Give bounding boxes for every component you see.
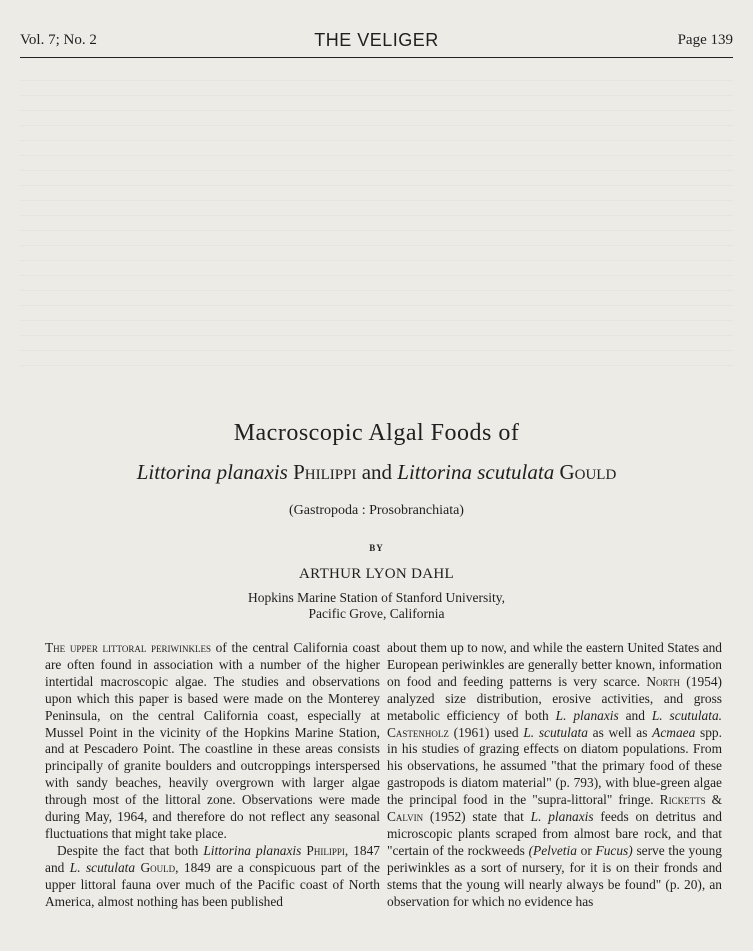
- text: (1954) analyzed size distribution, erosive activities, and gross metabolic efficiency of both: [387, 673, 722, 723]
- species-name: Littorina scutulata: [397, 460, 555, 484]
- text: spp. in his studies of grazing effects on diatom populations. From his observations, he assumed "that the primary food of these gastropods is diatom material" (p. 793), with blue-green algae the principal food in the "supra-littoral" fringe.: [387, 724, 722, 808]
- paragraph: [387, 640, 722, 911]
- species-authority: Gould: [140, 859, 176, 875]
- left-column: [45, 640, 380, 911]
- conjunction: and: [361, 460, 393, 484]
- paragraph: [45, 640, 380, 843]
- text: about them up to now, and while the eastern United States and European periwinkles are generally better known, information on food and feeding patterns is very scarce.: [387, 640, 722, 689]
- citation-author: Castenholz: [387, 724, 449, 740]
- page-number: Page 139: [677, 32, 733, 48]
- right-column: [387, 640, 722, 911]
- article-subtitle: [0, 460, 753, 485]
- citation-author: Ricketts & Calvin: [387, 792, 722, 825]
- species-name: L. planaxis: [555, 707, 619, 723]
- affiliation-line: Pacific Grove, California: [308, 606, 445, 621]
- genus-name: Fucus): [595, 842, 633, 858]
- species-name: L. planaxis: [530, 809, 594, 825]
- text: serve the young periwinkles as a sort of nursery, for it is on their fronds and stems that the young will nearly always be found" (p. 20), an observation for which no evidence has: [387, 842, 722, 909]
- species-name: Littorina planaxis: [136, 460, 288, 484]
- by-label: BY: [369, 543, 384, 553]
- text: feeds on detritus and microscopic plants scraped from almost bare rock, and that "certain of the rockweeds: [387, 809, 722, 858]
- author-name: ARTHUR LYON DAHL: [299, 566, 454, 582]
- species-authority: Gould: [559, 460, 617, 484]
- species-name: L. scutulata.: [651, 707, 722, 723]
- paragraph: [45, 843, 380, 911]
- journal-title: THE VELIGER: [314, 30, 439, 50]
- species-authority: Philippi: [306, 842, 345, 858]
- species-name: L. scutulata: [69, 859, 136, 875]
- citation-author: North: [646, 673, 681, 689]
- text: , 1849 are a conspicuous part of the upper littoral fauna over much of the Pacific coast of North America, almost nothing has been published: [45, 859, 380, 909]
- text: , 1847 and: [45, 842, 380, 875]
- text: or: [576, 842, 596, 858]
- affiliation-line: Hopkins Marine Station of Stanford University,: [247, 590, 506, 605]
- affiliation: [0, 590, 753, 622]
- text: (1961) used: [448, 724, 524, 740]
- header-rule: [20, 57, 733, 58]
- species-authority: Philippi: [293, 460, 357, 484]
- text: of the central California coast are often found in association with a number of the higher intertidal macroscopic algae. The studies and observations upon which this paper is based were made on the Monterey Peninsula, on the central California coast, especially at Mussel Point in the vicinity of the Hopkins Marine Station, and at Pescadero Point. The coastline in these areas consists principally of granite boulders and outcroppings interspersed with sandy beaches, heavily overgrown with larger algae through most of the littoral zone. Observations were made during May, 1964, and therefore do not reflect any seasonal fluctuations that might take place.: [45, 640, 380, 841]
- genus-name: (Pelvetia: [528, 842, 577, 858]
- text: Despite the fact that both: [57, 842, 204, 858]
- text: and: [618, 707, 652, 723]
- genus-name: Acmaea: [652, 724, 696, 740]
- species-name: Littorina planaxis: [203, 842, 302, 858]
- text: as well as: [587, 724, 653, 740]
- article-title: Macroscopic Algal Foods of: [233, 420, 520, 446]
- volume-issue: Vol. 7; No. 2: [20, 32, 97, 48]
- species-name: L. scutulata: [523, 724, 588, 740]
- text: (1952) state that: [423, 809, 531, 825]
- show-through-area: [20, 80, 733, 370]
- taxon-note: (Gastropoda : Prosobranchiata): [289, 503, 464, 518]
- lead-in: The upper littoral periwinkles: [45, 640, 211, 655]
- page-header: [20, 30, 733, 54]
